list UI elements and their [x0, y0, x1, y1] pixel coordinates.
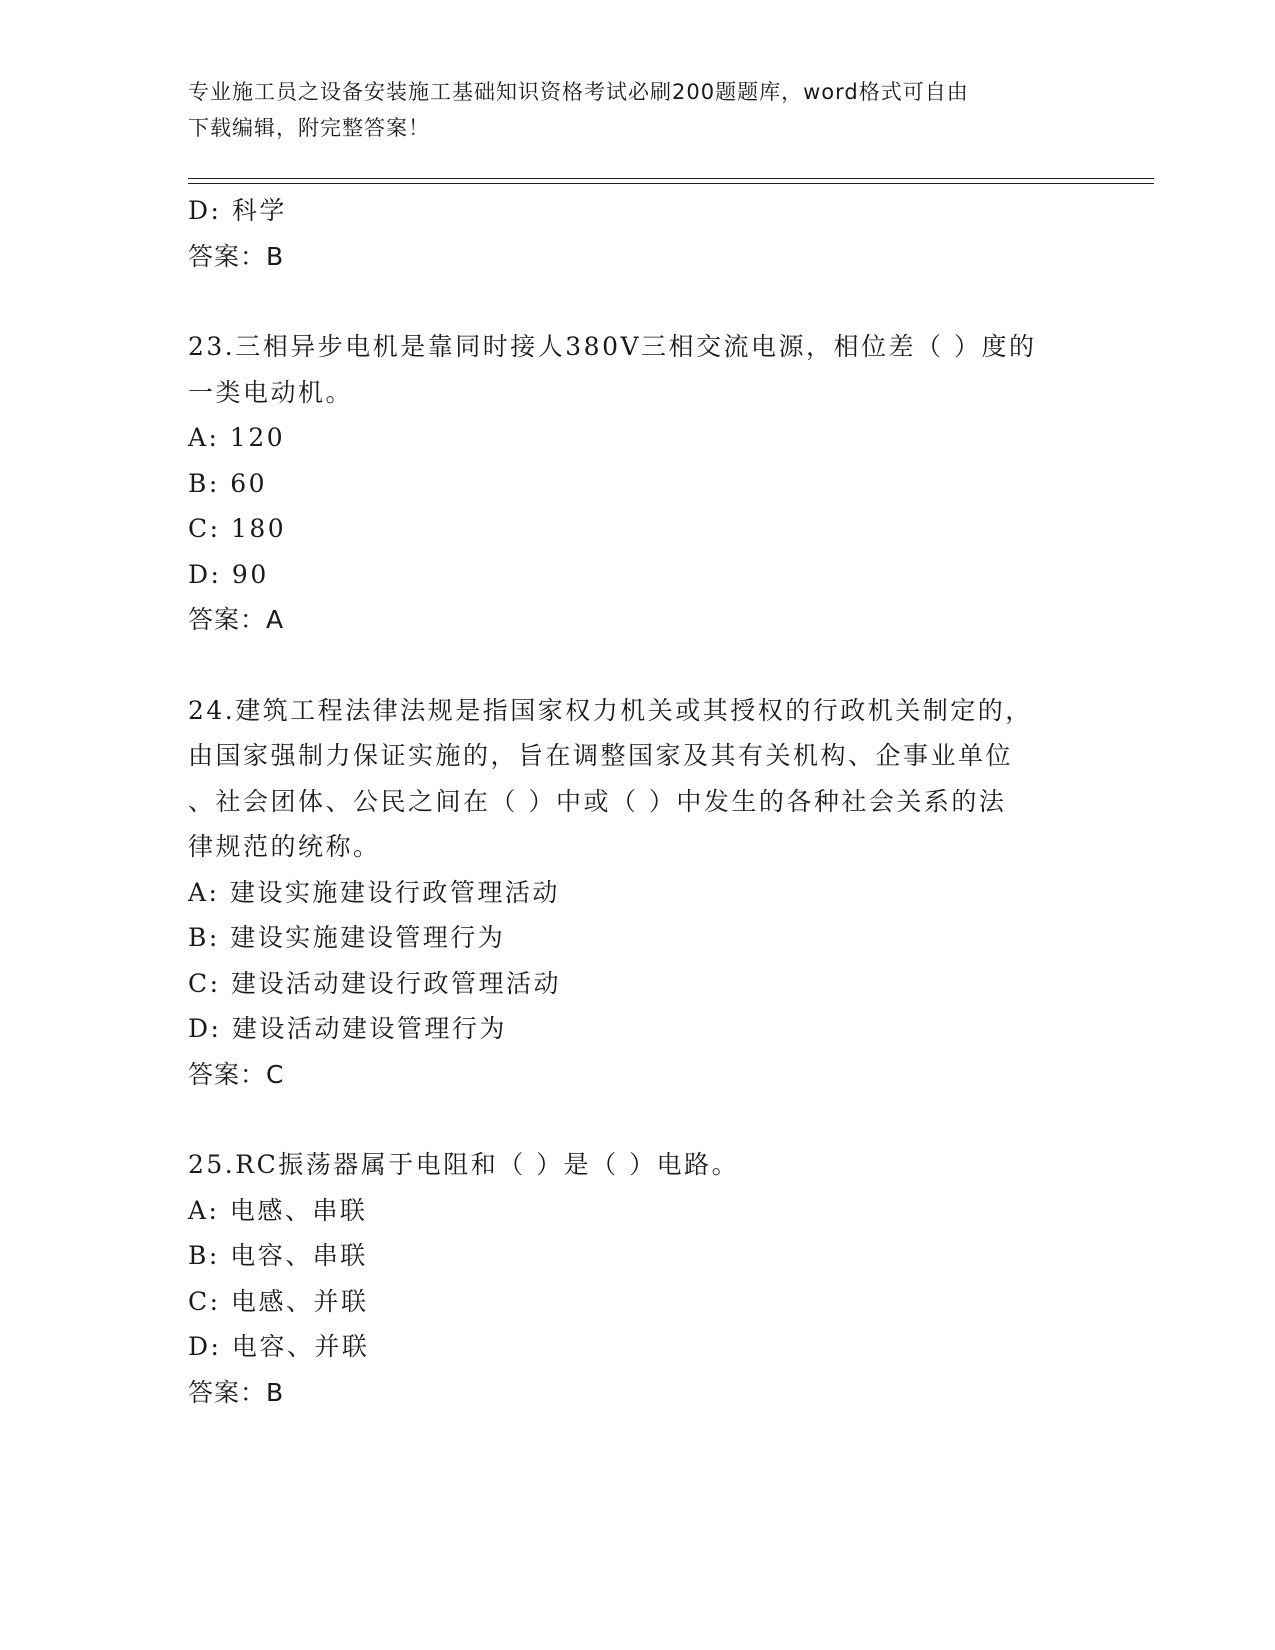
spacer	[188, 643, 1088, 688]
document-header	[188, 74, 1088, 146]
option-d: D: 科学	[188, 196, 287, 225]
question-stem-line: 由国家强制力保证实施的，旨在调整国家及其有关机构、企事业单位	[188, 741, 1014, 770]
answer-line: 答案：B	[188, 241, 285, 271]
option-a: A: 建设实施建设行政管理活动	[188, 877, 560, 907]
answer-line: 答案：B	[188, 1377, 285, 1407]
question-stem-line: 一类电动机。	[188, 377, 354, 407]
answer-line: 答案：C	[188, 1059, 285, 1089]
spacer	[188, 279, 1088, 324]
option-b: B: 60	[188, 468, 268, 498]
option-c: C: 180	[188, 514, 287, 543]
option-a: A: 120	[188, 423, 286, 452]
question-stem-line: 25.RC振荡器属于电阻和（ ）是（ ）电路。	[188, 1150, 740, 1179]
option-d: D: 90	[188, 559, 269, 589]
question-23	[188, 324, 1088, 643]
header-divider-top	[188, 178, 1154, 179]
question-stem-line: 律规范的统称。	[188, 832, 381, 861]
spacer	[188, 1097, 1088, 1142]
question-stem-line: 24.建筑工程法律法规是指国家权力机关或其授权的行政机关制定的，	[188, 695, 1033, 725]
question-stem-line: 23.三相异步电机是靠同时接人380V三相交流电源，相位差（ ）度的	[188, 332, 1037, 361]
option-a: A: 电感、串联	[188, 1195, 368, 1225]
header-line-1: 专业施工员之设备安装施工基础知识资格考试必刷200题题库，word格式可自由	[188, 80, 969, 104]
option-c: C: 电感、并联	[188, 1286, 369, 1316]
option-b: B: 建设实施建设管理行为	[188, 923, 506, 952]
question-25	[188, 1142, 1088, 1415]
option-b: B: 电容、串联	[188, 1241, 368, 1270]
option-d: D: 建设活动建设管理行为	[188, 1014, 507, 1043]
previous-question-tail	[188, 188, 1088, 279]
question-content	[188, 188, 1088, 1415]
answer-line: 答案：A	[188, 605, 285, 634]
header-divider-bottom	[188, 183, 1154, 184]
question-24	[188, 688, 1088, 1098]
option-c: C: 建设活动建设行政管理活动	[188, 968, 561, 998]
question-stem-line: 、社会团体、公民之间在（ ）中或（ ）中发生的各种社会关系的法	[188, 786, 1007, 816]
header-line-2: 下载编辑，附完整答案！	[188, 116, 430, 140]
option-d: D: 电容、并联	[188, 1332, 370, 1361]
